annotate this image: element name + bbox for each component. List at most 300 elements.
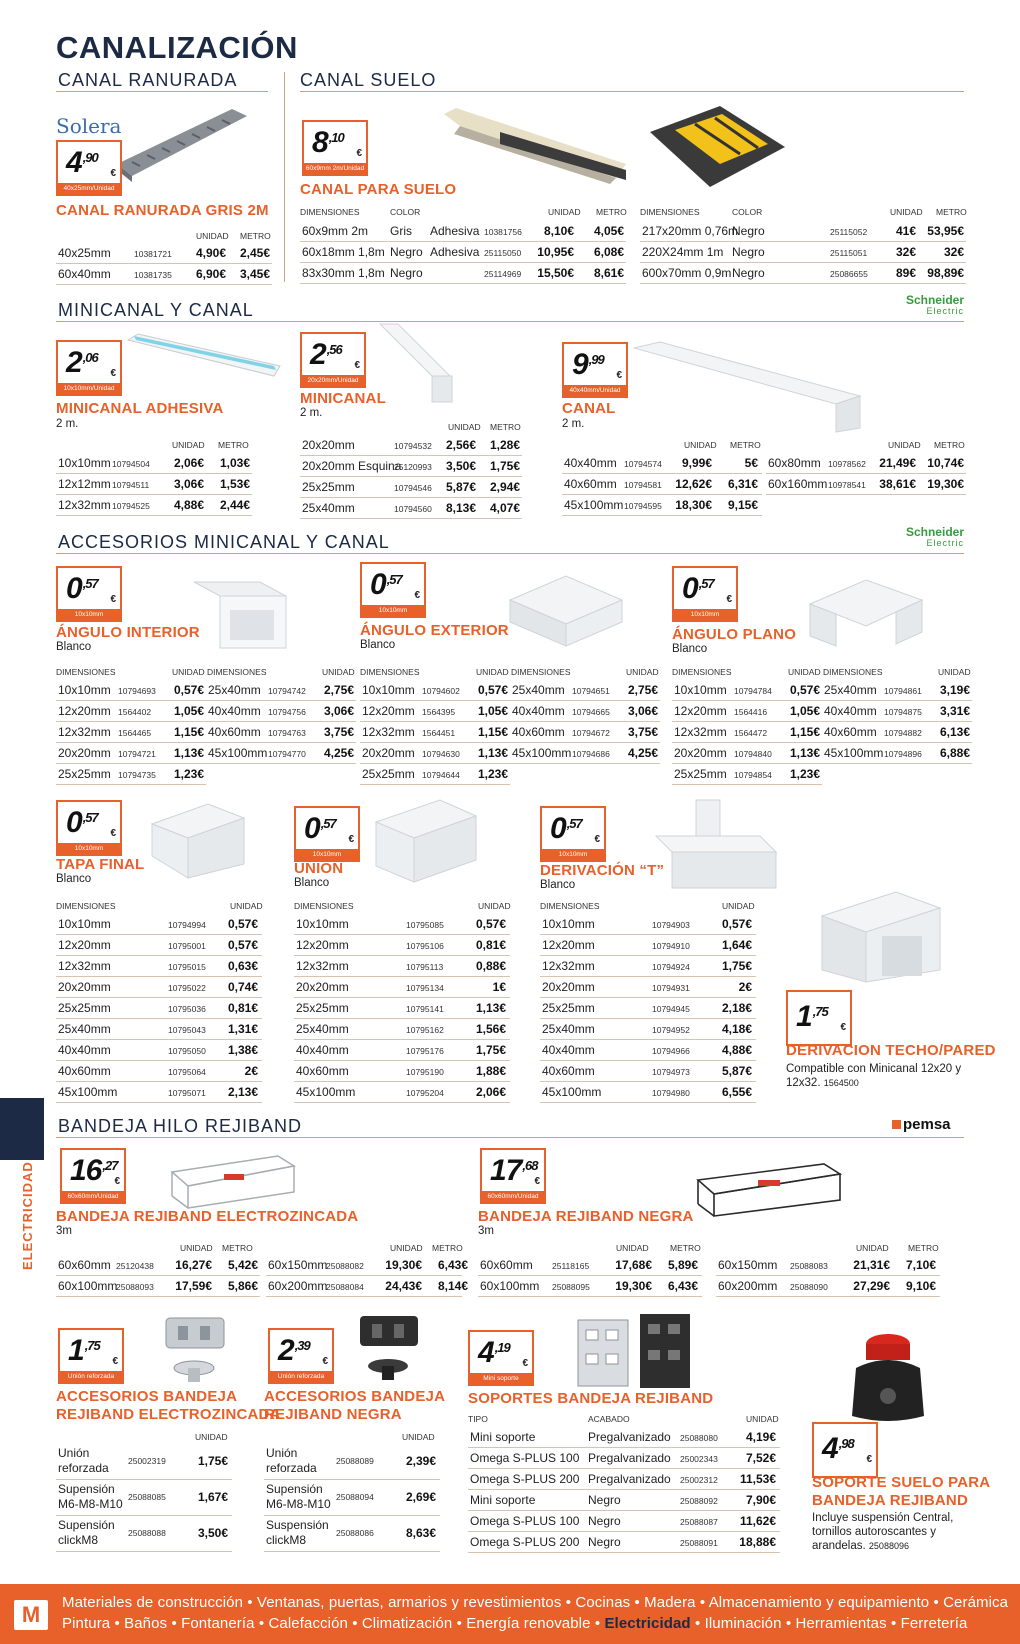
price: 5€ <box>744 456 758 470</box>
finish: Negro <box>588 1535 621 1549</box>
dimension: 217x20mm 0,76m <box>642 224 739 238</box>
price: 10,95€ <box>537 245 574 259</box>
dimension: 10x10mm <box>674 683 727 697</box>
price-tag: $1^{,75}$ € <box>786 990 852 1046</box>
divider <box>56 321 964 322</box>
footer-category-link[interactable]: Ferretería <box>900 1615 968 1632</box>
product-ref: 10794924 <box>652 962 690 972</box>
separator: • <box>695 1594 709 1611</box>
dimension: 20x20mm <box>362 746 415 760</box>
price: 4,25€ <box>323 746 354 760</box>
price: 1,15€ <box>477 725 508 739</box>
dimension: 60x200mm <box>718 1279 778 1293</box>
product-title: MINICANAL <box>300 390 386 407</box>
product-ref: 10795015 <box>168 962 206 972</box>
product-ref: 10794721 <box>118 749 156 759</box>
price: 32€ <box>943 245 964 259</box>
column-header: METRO <box>218 440 249 450</box>
angulo-exterior-image <box>506 570 626 650</box>
price: 1,75€ <box>489 459 520 473</box>
product-ref: 10381756 <box>484 227 522 237</box>
price: 0,57€ <box>721 917 752 931</box>
dimension: 12x32mm <box>542 959 595 973</box>
separator: • <box>452 1615 467 1632</box>
table-row <box>294 1082 510 1103</box>
product-ref: 10795050 <box>168 1046 206 1056</box>
product-ref: 25086655 <box>830 269 868 279</box>
price: 3,50€ <box>445 459 476 473</box>
section-title-bandeja: BANDEJA HILO REJIBAND <box>58 1116 303 1136</box>
price: 4,25€ <box>627 746 658 760</box>
table-row <box>672 680 822 701</box>
product-title: REJIBAND NEGRA <box>264 1406 402 1423</box>
product-ref: 10794840 <box>734 749 772 759</box>
price: 12,62€ <box>675 477 712 491</box>
table-row <box>540 956 756 977</box>
table-row <box>672 743 822 764</box>
separator: • <box>110 1615 125 1632</box>
product-ref: 10794994 <box>168 920 206 930</box>
dimension: 60x160mm <box>768 477 828 491</box>
item-name: clickM8 <box>58 1533 99 1547</box>
dimension: 20x20mm Esquina <box>302 459 402 473</box>
dimension: 40x60mm <box>208 725 261 739</box>
price: 2€ <box>738 980 752 994</box>
price: 2,56€ <box>445 438 476 452</box>
table-row <box>562 453 762 474</box>
separator: • <box>347 1615 362 1632</box>
product-ref: 25088087 <box>680 1517 718 1527</box>
product-title: ACCESORIOS BANDEJA <box>264 1388 446 1405</box>
column-header: UNIDAD <box>402 1432 435 1442</box>
table-row <box>56 998 262 1019</box>
divider <box>284 72 285 282</box>
product-ref: 10794861 <box>884 686 922 696</box>
column-header: UNIDAD <box>196 231 229 241</box>
soporte-suelo-image <box>838 1328 938 1428</box>
column-header: COLOR <box>390 207 421 217</box>
divider <box>300 91 964 92</box>
product-ref: 10795036 <box>168 1004 206 1014</box>
price: 17,59€ <box>175 1279 212 1293</box>
price: 2,39€ <box>405 1454 436 1468</box>
product-ref: 25118165 <box>552 1261 590 1271</box>
table-row <box>716 1276 940 1297</box>
table-row <box>294 977 510 998</box>
tapa-final-image <box>148 800 248 880</box>
column-header: UNIDAD <box>684 440 717 450</box>
table-row <box>56 474 252 495</box>
price: 2,13€ <box>227 1085 258 1099</box>
price-tag: $16^{,27}$ € 60x60mm/Unidad <box>60 1148 126 1204</box>
price: 11,62€ <box>739 1514 776 1528</box>
column-header: METRO <box>670 1243 701 1253</box>
product-ref: 10795043 <box>168 1025 206 1035</box>
table-row <box>294 935 510 956</box>
product-title: CANAL RANURADA GRIS 2M <box>56 202 269 219</box>
price: 1,53€ <box>219 477 250 491</box>
product-ref: 10381735 <box>134 270 172 280</box>
color: Negro <box>732 224 765 238</box>
footer-category-link[interactable]: Cerámica <box>943 1594 1009 1611</box>
dimension: 10x10mm <box>542 917 595 931</box>
product-title: BANDEJA REJIBAND ELECTROZINCADA <box>56 1208 359 1225</box>
table-row <box>56 935 262 956</box>
column-header: UNIDAD <box>448 422 481 432</box>
price: 1,75€ <box>475 1043 506 1057</box>
dimension: 60x150mm <box>718 1258 778 1272</box>
table-row <box>56 1019 262 1040</box>
product-ref: 25088093 <box>116 1282 154 1292</box>
canal-ranurada-image <box>112 104 252 184</box>
price: 6,43€ <box>437 1258 468 1272</box>
dimension: 60x150mm <box>268 1258 328 1272</box>
table-row <box>56 1255 260 1276</box>
product-ref: 25088085 <box>128 1492 166 1502</box>
price-tag: $4^{,19}$ € Mini soporte <box>468 1330 534 1386</box>
table-row <box>360 722 510 743</box>
product-ref: 10794532 <box>394 441 432 451</box>
footer-category-link[interactable]: Almacenamiento y equipamiento <box>708 1594 930 1611</box>
dimension: 60x80mm <box>768 456 821 470</box>
price: 4,88€ <box>721 1043 752 1057</box>
price: 89€ <box>895 266 916 280</box>
price: 6,90€ <box>195 267 226 281</box>
product-ref: 10794896 <box>884 749 922 759</box>
separator: • <box>929 1594 944 1611</box>
table-row <box>540 1082 756 1103</box>
table-row <box>640 242 966 263</box>
price: 2,18€ <box>721 1001 752 1015</box>
price: 8,13€ <box>445 501 476 515</box>
dimension: 40x40mm <box>512 704 565 718</box>
table-row <box>206 722 356 743</box>
price: 2,69€ <box>405 1490 436 1504</box>
column-header: DIMENSIONES <box>300 207 360 217</box>
footer-category-link[interactable]: Materiales de construcción <box>62 1594 244 1611</box>
dimension: 20x20mm <box>542 980 595 994</box>
dimension: 40x40mm <box>564 456 617 470</box>
column-header: UNIDAD <box>746 1414 779 1424</box>
price-tag: $9^{,99}$ € 40x40mm/Unidad <box>562 342 628 398</box>
footer-category-link[interactable]: Calefacción <box>268 1615 348 1632</box>
footer-category-link[interactable]: Herramientas <box>795 1615 887 1632</box>
dimension: 40x60mm <box>58 1064 111 1078</box>
price: 4,19€ <box>745 1430 776 1444</box>
page-title: CANALIZACIÓN <box>56 30 298 65</box>
table-row <box>540 977 756 998</box>
dimension: 83x30mm 1,8m <box>302 266 385 280</box>
product-ref: 10794910 <box>652 941 690 951</box>
price-tag: $0^{,57}$ € 10x10mm <box>672 566 738 622</box>
product-description: Compatible con Minicanal 12x20 y 12x32. 1564500 <box>786 1063 962 1089</box>
dimension: 20x20mm <box>302 438 355 452</box>
dimension: 40x60mm <box>564 477 617 491</box>
footer-category-link[interactable]: Baños <box>124 1615 168 1632</box>
price: 1,64€ <box>721 938 752 952</box>
product-ref: 10794581 <box>624 480 662 490</box>
column-header: DIMENSIONES <box>640 207 700 217</box>
type: Omega S-PLUS 200 <box>470 1535 580 1549</box>
table-row <box>766 474 966 495</box>
product-subtitle: Blanco <box>56 641 92 653</box>
dimension: 45x100mm <box>58 1085 118 1099</box>
dimension: 12x20mm <box>362 704 415 718</box>
price: 5,89€ <box>667 1258 698 1272</box>
product-ref: 25088086 <box>336 1528 374 1538</box>
price: 8,63€ <box>405 1526 436 1540</box>
product-ref: 10794882 <box>884 728 922 738</box>
table-row <box>300 221 626 242</box>
product-ref: 10794966 <box>652 1046 690 1056</box>
table-row <box>822 722 972 743</box>
footer-category-link[interactable]: Pintura <box>62 1615 111 1632</box>
table-row <box>766 453 966 474</box>
column-header: METRO <box>222 1243 253 1253</box>
product-ref: 25088095 <box>552 1282 590 1292</box>
dimension: 10x10mm <box>296 917 349 931</box>
item-name: M6-M8-M10 <box>58 1497 123 1511</box>
price: 1,13€ <box>475 1001 506 1015</box>
product-title: TAPA FINAL <box>56 856 145 873</box>
dimension: 25x25mm <box>302 480 355 494</box>
price-tag: $1^{,75}$ € Unión reforzada <box>58 1328 124 1384</box>
dimension: 60x100mm <box>58 1279 118 1293</box>
color: Negro <box>732 266 765 280</box>
separator: • <box>167 1615 182 1632</box>
price: 1,13€ <box>173 746 204 760</box>
table-row <box>640 221 966 242</box>
column-header: COLOR <box>732 207 763 217</box>
table-row <box>468 1490 780 1511</box>
column-header: UNIDAD <box>390 1243 423 1253</box>
price-tag: $0^{,57}$ € 10x10mm <box>56 800 122 856</box>
footer-line-2 <box>62 1615 967 1632</box>
price: 3,31€ <box>939 704 970 718</box>
column-header: UNIDAD <box>476 667 509 677</box>
table-row <box>206 743 356 764</box>
separator: • <box>886 1615 901 1632</box>
product-ref: 25088090 <box>790 1282 828 1292</box>
dimension: 25x25mm <box>674 767 727 781</box>
footer-category-link[interactable]: Ventanas, puertas, armarios y revestimientos <box>256 1594 562 1611</box>
column-header: UNIDAD <box>478 901 511 911</box>
dimension: 12x32mm <box>58 959 111 973</box>
product-ref: 10794770 <box>268 749 306 759</box>
price: 3,50€ <box>197 1526 228 1540</box>
table-row <box>56 1061 262 1082</box>
product-subtitle: Blanco <box>672 643 708 655</box>
column-header: METRO <box>490 422 521 432</box>
product-ref: 1564472 <box>734 728 768 738</box>
dimension: 12x20mm <box>58 938 111 952</box>
table-row <box>360 680 510 701</box>
price: 7,90€ <box>745 1493 776 1507</box>
dimension: 20x20mm <box>296 980 349 994</box>
product-ref: 10795071 <box>168 1088 206 1098</box>
product-ref: 25120993 <box>394 462 432 472</box>
table-row <box>56 764 206 785</box>
table-row <box>540 1019 756 1040</box>
footer-category-link[interactable]: Electricidad <box>604 1615 691 1632</box>
table-row <box>672 701 822 722</box>
product-title: REJIBAND ELECTROZINCADA <box>56 1406 281 1423</box>
dimension: 25x40mm <box>824 683 877 697</box>
canal-suelo-protector-image <box>640 102 790 192</box>
price: 7,10€ <box>905 1258 936 1272</box>
product-ref: 10795141 <box>406 1004 444 1014</box>
dimension: 60x100mm <box>480 1279 540 1293</box>
price: 3,45€ <box>239 267 270 281</box>
soportes-image <box>570 1310 700 1396</box>
product-ref: 10795113 <box>406 962 444 972</box>
price-tag: $0^{,57}$ € 10x10mm <box>540 806 606 862</box>
product-ref: 25120438 <box>116 1261 154 1271</box>
product-ref: 25115052 <box>830 227 868 237</box>
price: 1,23€ <box>789 767 820 781</box>
table-row <box>822 701 972 722</box>
price: 1,31€ <box>227 1022 258 1036</box>
price: 6,31€ <box>727 477 758 491</box>
product-ref: 1564465 <box>118 728 152 738</box>
dimension: 40x25mm <box>58 246 111 260</box>
price: 9,10€ <box>905 1279 936 1293</box>
product-ref: 25088091 <box>680 1538 718 1548</box>
product-ref: 10381721 <box>134 249 172 259</box>
price: 1,03€ <box>219 456 250 470</box>
price: 0,57€ <box>227 938 258 952</box>
footer-category-link[interactable]: Iluminación <box>704 1615 782 1632</box>
dimension: 10x10mm <box>58 456 111 470</box>
product-subtitle: 3m <box>56 1225 72 1237</box>
price: 1,67€ <box>197 1490 228 1504</box>
table-row <box>56 1276 260 1297</box>
type: Omega S-PLUS 100 <box>470 1451 580 1465</box>
column-header: UNIDAD <box>938 667 971 677</box>
price-tag: $0^{,57}$ € 10x10mm <box>294 806 360 862</box>
product-ref: 25088083 <box>790 1261 828 1271</box>
product-ref: 1564416 <box>734 707 768 717</box>
table-row <box>300 498 522 519</box>
column-header: UNIDAD <box>172 440 205 450</box>
column-header: DIMENSIONES <box>56 667 116 677</box>
footer-category-link[interactable]: Climatización <box>361 1615 453 1632</box>
footer-category-link[interactable]: Energía renovable <box>466 1615 591 1632</box>
finish: Pregalvanizado <box>588 1451 671 1465</box>
product-ref: 25088089 <box>336 1456 374 1466</box>
price: 1,38€ <box>227 1043 258 1057</box>
product-ref: 25114969 <box>484 269 522 279</box>
price: 4,88€ <box>173 498 204 512</box>
divider <box>56 91 268 92</box>
product-ref: 10794574 <box>624 459 662 469</box>
product-ref: 10794931 <box>652 983 690 993</box>
dimension: 12x20mm <box>296 938 349 952</box>
column-header: METRO <box>936 207 967 217</box>
dimension: 40x60mm <box>542 1064 595 1078</box>
product-ref: 10794735 <box>118 770 156 780</box>
price: 0,57€ <box>227 917 258 931</box>
table-row <box>56 977 262 998</box>
column-header: UNIDAD <box>172 667 205 677</box>
dimension: 25x25mm <box>362 767 415 781</box>
product-subtitle: Blanco <box>294 877 330 889</box>
column-header: METRO <box>908 1243 939 1253</box>
table-row <box>540 1040 756 1061</box>
table-row <box>468 1427 780 1448</box>
footer-category-link[interactable]: Cocinas <box>575 1594 631 1611</box>
product-ref: 10795064 <box>168 1067 206 1077</box>
price: 3,06€ <box>173 477 204 491</box>
product-ref: 10794686 <box>572 749 610 759</box>
table-row <box>360 764 510 785</box>
type: Omega S-PLUS 100 <box>470 1514 580 1528</box>
price: 9,15€ <box>727 498 758 512</box>
price: 5,87€ <box>445 480 476 494</box>
dimension: 45x100mm <box>542 1085 602 1099</box>
table-row <box>300 435 522 456</box>
column-header: DIMENSIONES <box>823 667 883 677</box>
price: 0,74€ <box>227 980 258 994</box>
table-row <box>540 998 756 1019</box>
price: 3,06€ <box>323 704 354 718</box>
union-reforzada-image <box>150 1312 240 1388</box>
table-row <box>264 1444 440 1480</box>
item-name: reforzada <box>266 1461 317 1475</box>
product-ref: 10794945 <box>652 1004 690 1014</box>
color: Negro <box>390 266 423 280</box>
table-row <box>294 956 510 977</box>
separator: • <box>690 1615 705 1632</box>
table-row <box>510 722 660 743</box>
price: 10,74€ <box>927 456 964 470</box>
table-row <box>56 680 206 701</box>
color: Gris <box>390 224 412 238</box>
price: 19,30€ <box>615 1279 652 1293</box>
item-name: Supensión <box>58 1518 115 1532</box>
price-tag: $8^{,10}$ € 60x9mm 2m/Unidad <box>302 120 368 176</box>
canal-image <box>630 338 870 434</box>
product-ref: 25115050 <box>484 248 522 258</box>
price: 21,31€ <box>853 1258 890 1272</box>
price: 0,57€ <box>789 683 820 697</box>
column-header: METRO <box>730 440 761 450</box>
product-ref: 1564402 <box>118 707 152 717</box>
dimension: 40x40mm <box>296 1043 349 1057</box>
footer-category-link[interactable]: Madera <box>644 1594 696 1611</box>
footer-category-link[interactable]: Fontanería <box>181 1615 255 1632</box>
table-row <box>206 680 356 701</box>
price: 1,75€ <box>197 1454 228 1468</box>
product-title: ÁNGULO EXTERIOR <box>360 622 509 639</box>
divider <box>56 1137 964 1138</box>
table-row <box>672 722 822 743</box>
table-row <box>56 453 252 474</box>
canal-suelo-image <box>440 104 630 184</box>
dimension: 40x40mm <box>208 704 261 718</box>
table-row <box>510 701 660 722</box>
dimension: 12x20mm <box>58 704 111 718</box>
separator: • <box>254 1615 269 1632</box>
product-ref: 10794644 <box>422 770 460 780</box>
derivacion-t-image <box>650 796 780 892</box>
table-row <box>264 1480 440 1516</box>
price-tag: $17^{,68}$ € 60x60mm/Unidad <box>480 1148 546 1204</box>
price: 38,61€ <box>879 477 916 491</box>
price-tag: $2^{,06}$ € 10x10mm/Unidad <box>56 340 122 396</box>
price: 1,13€ <box>477 746 508 760</box>
dimension: 10x10mm <box>58 683 111 697</box>
